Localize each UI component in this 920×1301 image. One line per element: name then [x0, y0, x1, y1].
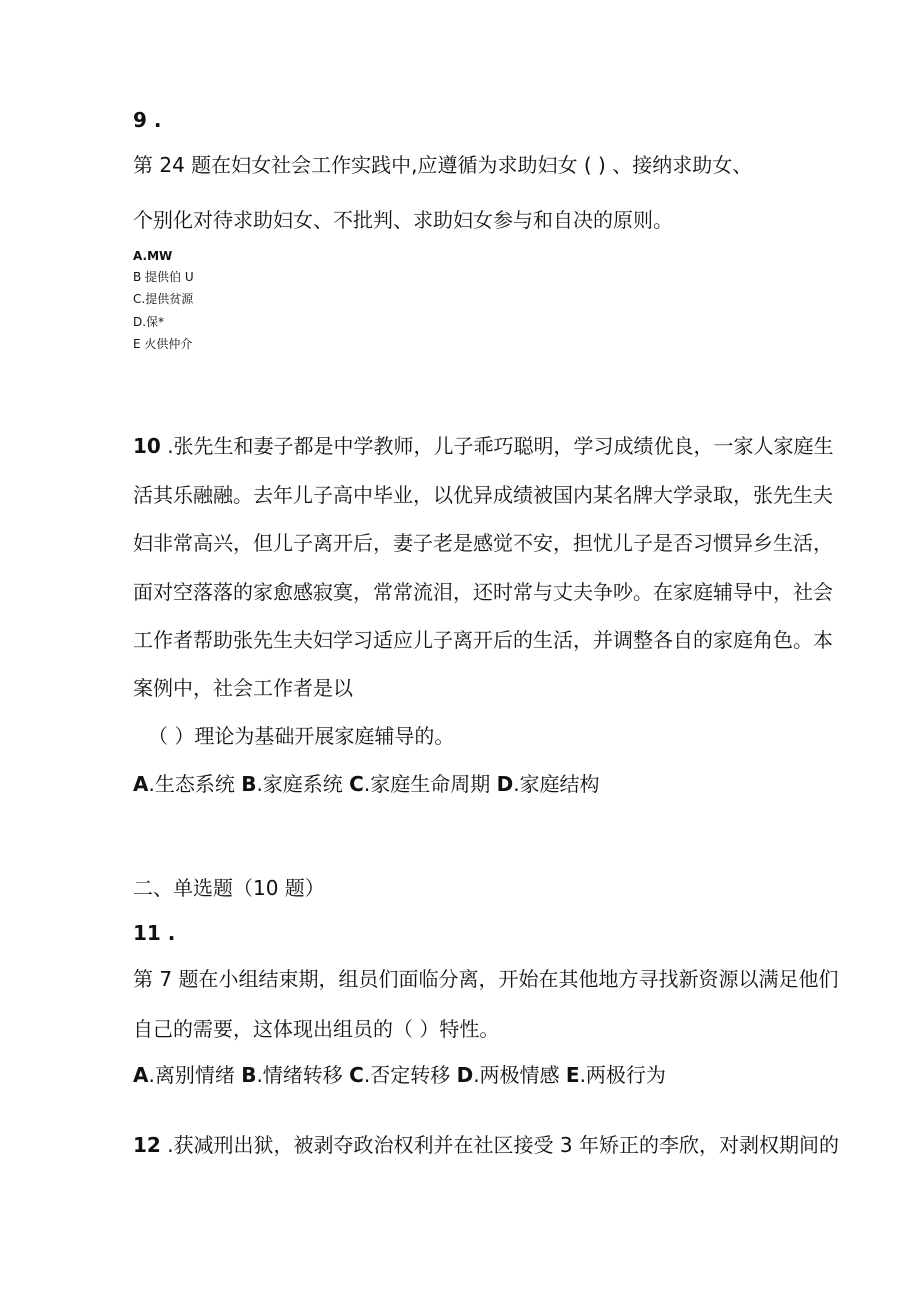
q12-number: 12: [133, 1133, 161, 1157]
q10-stem-line-2: 活其乐融融。去年儿子高中毕业，以优异成绩被国内某名牌大学录取，张先生夫: [133, 483, 833, 507]
q11-options: A.离别情绪 B.情绪转移 C.否定转移 D.两极情感 E.两极行为: [133, 1063, 666, 1087]
q9-option-d: D.保*: [133, 315, 165, 329]
q9-stem-line-2: 个别化对待求助妇女、不批判、求助妇女参与和自决的原则。: [133, 208, 673, 232]
section-heading: 二、单选题（10 题）: [133, 876, 325, 900]
q10-stem-line-1: 10 .张先生和妻子都是中学教师，儿子乖巧聪明，学习成绩优良，一家人家庭生: [133, 434, 834, 458]
q9-option-a: A.MW: [133, 249, 173, 263]
q11-stem-line-1: 第 7 题在小组结束期，组员们面临分离，开始在其他地方寻找新资源以满足他们: [133, 967, 839, 991]
q10-options: A.生态系统 B.家庭系统 C.家庭生命周期 D.家庭结构: [133, 772, 600, 796]
q9-number: 9 .: [133, 108, 162, 132]
q11-number: 11 .: [133, 921, 176, 945]
q10-stem-line-5: 工作者帮助张先生夫妇学习适应儿子离开后的生活，并调整各自的家庭角色。本: [133, 628, 833, 652]
q9-stem-line-1: 第 24 题在妇女社会工作实践中,应遵循为求助妇女 ( ) 、接纳求助女、: [133, 153, 753, 177]
q10-stem-line-7: （ ）理论为基础开展家庭辅导的。: [148, 724, 455, 748]
q10-stem-line-4: 面对空落落的家愈感寂寞，常常流泪，还时常与丈夫争吵。在家庭辅导中，社会: [133, 580, 833, 604]
q10-stem-line-3: 妇非常高兴，但儿子离开后，妻子老是感觉不安，担忧儿子是否习惯异乡生活，: [133, 531, 833, 555]
q11-stem-line-2: 自己的需要，这体现出组员的（ ）特性。: [133, 1017, 500, 1041]
q12-stem-line-1: 12 .获减刑出狱，被剥夺政治权利并在社区接受 3 年矫正的李欣，对剥权期间的: [133, 1133, 839, 1157]
q9-option-e: E 火供仲介: [133, 337, 193, 351]
q10-number: 10: [133, 434, 161, 458]
q9-option-c: C.提供贫源: [133, 292, 194, 306]
q9-option-b: B 提供伯 U: [133, 270, 194, 284]
q10-stem-line-6: 案例中，社会工作者是以: [133, 676, 353, 700]
